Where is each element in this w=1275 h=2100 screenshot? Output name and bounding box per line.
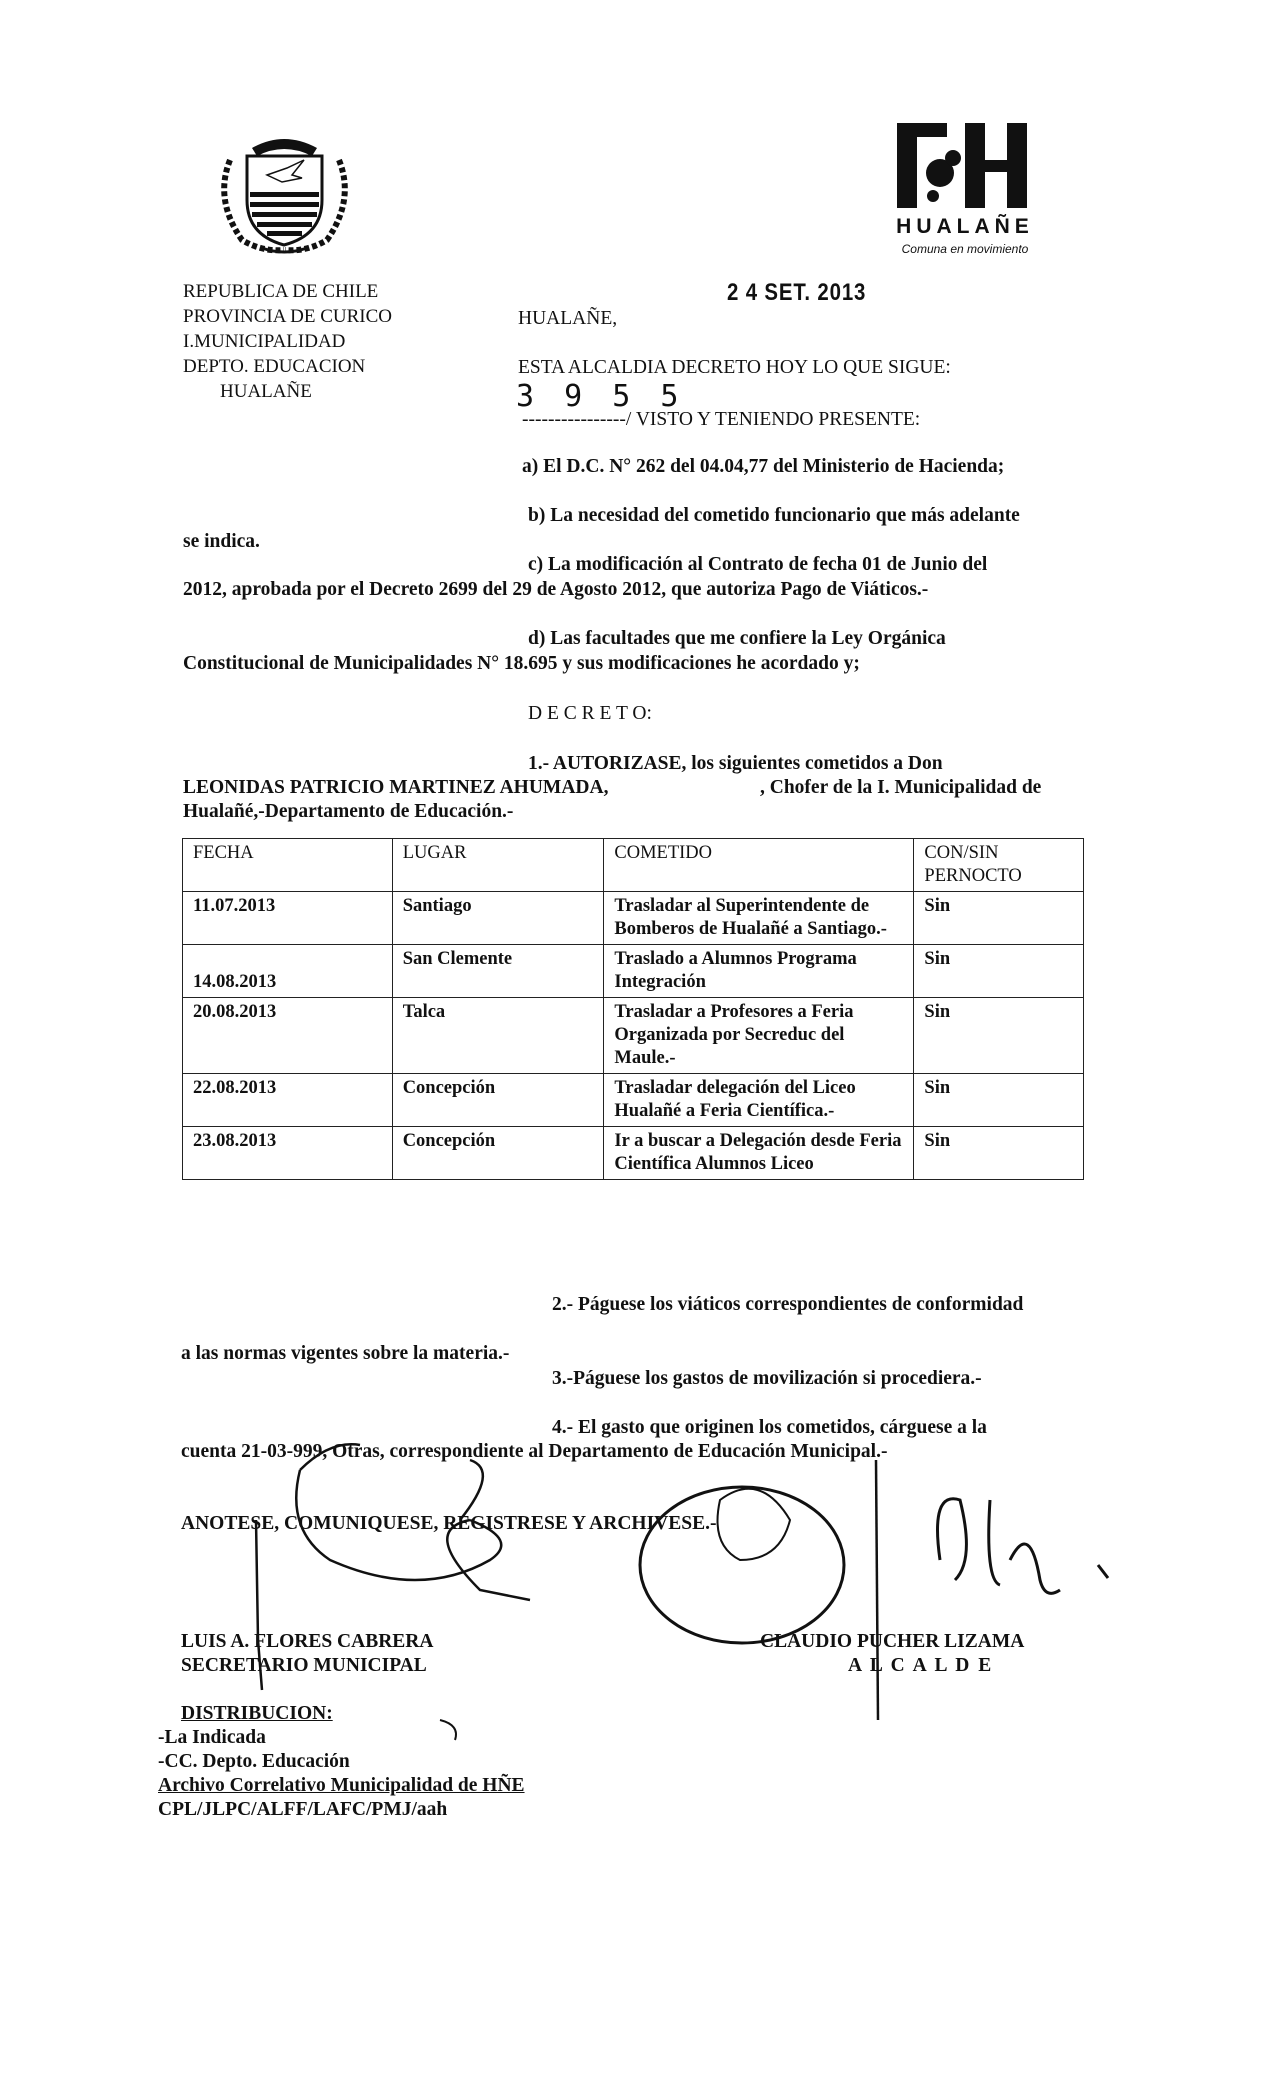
distribution-archive: Archivo Correlativo Municipalidad de HÑE bbox=[158, 1775, 525, 1796]
mayor-title: A L C A L D E bbox=[848, 1655, 994, 1676]
letterhead-line-1: REPUBLICA DE CHILE bbox=[183, 281, 379, 302]
article-1-line2b: , Chofer de la I. Municipalidad de bbox=[760, 777, 1042, 798]
letterhead-line-2: PROVINCIA DE CURICO bbox=[183, 306, 393, 327]
cell-fecha: 14.08.2013 bbox=[183, 945, 393, 998]
article-3: 3.-Páguese los gastos de movilización si procediera.- bbox=[552, 1368, 982, 1389]
decreto-heading: D E C R E T O: bbox=[528, 703, 652, 724]
cell-pernocto: Sin bbox=[914, 998, 1084, 1074]
logo-tagline: Comuna en movimiento bbox=[901, 242, 1029, 256]
distribution-initials: CPL/JLPC/ALFF/LAFC/PMJ/aah bbox=[158, 1799, 448, 1820]
cell-fecha: 22.08.2013 bbox=[183, 1074, 393, 1127]
distribution-item: -CC. Depto. Educación bbox=[158, 1751, 350, 1772]
header-lugar: LUGAR bbox=[392, 839, 604, 892]
place-line: HUALAÑE, bbox=[518, 308, 618, 329]
closing-formula: ANOTESE, COMUNIQUESE, REGISTRESE Y ARCHIVESE.- bbox=[181, 1513, 717, 1534]
cell-lugar: Concepción bbox=[392, 1127, 604, 1180]
letterhead-line-3: I.MUNICIPALIDAD bbox=[183, 331, 346, 352]
considerando-d-line1: d) Las facultades que me confiere la Ley Orgánica bbox=[528, 628, 946, 649]
cell-lugar: Santiago bbox=[392, 892, 604, 945]
considerando-a: a) El D.C. N° 262 del 04.04,77 del Ministerio de Hacienda; bbox=[522, 456, 1005, 477]
article-4-line1: 4.- El gasto que originen los cometidos, cárguese a la bbox=[552, 1417, 987, 1438]
municipal-stamp bbox=[640, 1487, 844, 1643]
header-fecha: FECHA bbox=[183, 839, 393, 892]
visto-line: ----------------/ VISTO Y TENIENDO PRESENTE: bbox=[522, 409, 921, 430]
header-pernocto: CON/SIN PERNOCTO bbox=[914, 839, 1084, 892]
article-1-line2a: LEONIDAS PATRICIO MARTINEZ AHUMADA, bbox=[183, 777, 609, 798]
distribution-heading: DISTRIBUCION: bbox=[181, 1703, 333, 1724]
secretary-title: SECRETARIO MUNICIPAL bbox=[181, 1655, 427, 1676]
mayor-signature bbox=[876, 1460, 878, 1720]
cell-fecha: 23.08.2013 bbox=[183, 1127, 393, 1180]
stray-mark bbox=[1098, 1565, 1108, 1578]
considerando-b-line2: se indica. bbox=[183, 531, 260, 552]
letterhead-line-4: DEPTO. EDUCACION bbox=[183, 356, 366, 377]
considerando-d-line2: Constitucional de Municipalidades N° 18.695 y sus modificaciones he acordado y; bbox=[183, 653, 860, 674]
cell-fecha: 11.07.2013 bbox=[183, 892, 393, 945]
article-2-line1: 2.- Páguese los viáticos correspondientes de conformidad bbox=[552, 1294, 1024, 1315]
cell-fecha: 20.08.2013 bbox=[183, 998, 393, 1074]
secretary-signature-loop bbox=[296, 1444, 530, 1600]
distribution-mark bbox=[440, 1720, 456, 1740]
logo-name: HUALAÑE bbox=[896, 215, 1034, 238]
letterhead-line-5: HUALAÑE bbox=[220, 381, 312, 402]
article-4-line2: cuenta 21-03-999, Otras, correspondiente al Departamento de Educación Municipal.- bbox=[181, 1441, 888, 1462]
article-2-line2: a las normas vigentes sobre la materia.- bbox=[181, 1343, 510, 1364]
considerando-c-line1: c) La modificación al Contrato de fecha 01 de Junio del bbox=[528, 554, 988, 575]
secretary-name: LUIS A. FLORES CABRERA bbox=[181, 1631, 434, 1652]
alcaldia-line: ESTA ALCALDIA DECRETO HOY LO QUE SIGUE: bbox=[518, 357, 951, 378]
cell-pernocto: Sin bbox=[914, 892, 1084, 945]
cell-lugar: Concepción bbox=[392, 1074, 604, 1127]
cell-cometido: Trasladar al Superintendente de Bomberos de Hualañé a Santiago.- bbox=[604, 892, 914, 945]
cell-pernocto: Sin bbox=[914, 1074, 1084, 1127]
cell-lugar: Talca bbox=[392, 998, 604, 1074]
considerando-b-line1: b) La necesidad del cometido funcionario que más adelante bbox=[528, 505, 1020, 526]
cell-cometido: Trasladar delegación del Liceo Hualañé a Feria Científica.- bbox=[604, 1074, 914, 1127]
article-1-line1: 1.- AUTORIZASE, los siguientes cometidos a Don bbox=[528, 753, 943, 774]
mayor-signature-scribble bbox=[938, 1499, 1061, 1594]
mayor-name: CLAUDIO PUCHER LIZAMA bbox=[760, 1631, 1025, 1652]
considerando-c-line2: 2012, aprobada por el Decreto 2699 del 29 de Agosto 2012, que autoriza Pago de Viáticos.- bbox=[183, 579, 929, 600]
secretary-signature-flourish bbox=[460, 1460, 483, 1520]
cell-cometido: Ir a buscar a Delegación desde Feria Científica Alumnos Liceo bbox=[604, 1127, 914, 1180]
cell-pernocto: Sin bbox=[914, 1127, 1084, 1180]
distribution-item: -La Indicada bbox=[158, 1727, 266, 1748]
header-cometido: COMETIDO bbox=[604, 839, 914, 892]
cell-cometido: Trasladar a Profesores a Feria Organizada por Secreduc del Maule.- bbox=[604, 998, 914, 1074]
secretary-signature bbox=[256, 1520, 262, 1690]
decree-number: 3 9 5 5 bbox=[516, 379, 685, 414]
cell-cometido: Traslado a Alumnos Programa Integración bbox=[604, 945, 914, 998]
stamp-emblem bbox=[718, 1489, 791, 1560]
cell-pernocto: Sin bbox=[914, 945, 1084, 998]
cell-lugar: San Clemente bbox=[392, 945, 604, 998]
article-1-line3: Hualañé,-Departamento de Educación.- bbox=[183, 801, 514, 822]
date-stamp: 2 4 SET. 2013 bbox=[727, 279, 867, 306]
